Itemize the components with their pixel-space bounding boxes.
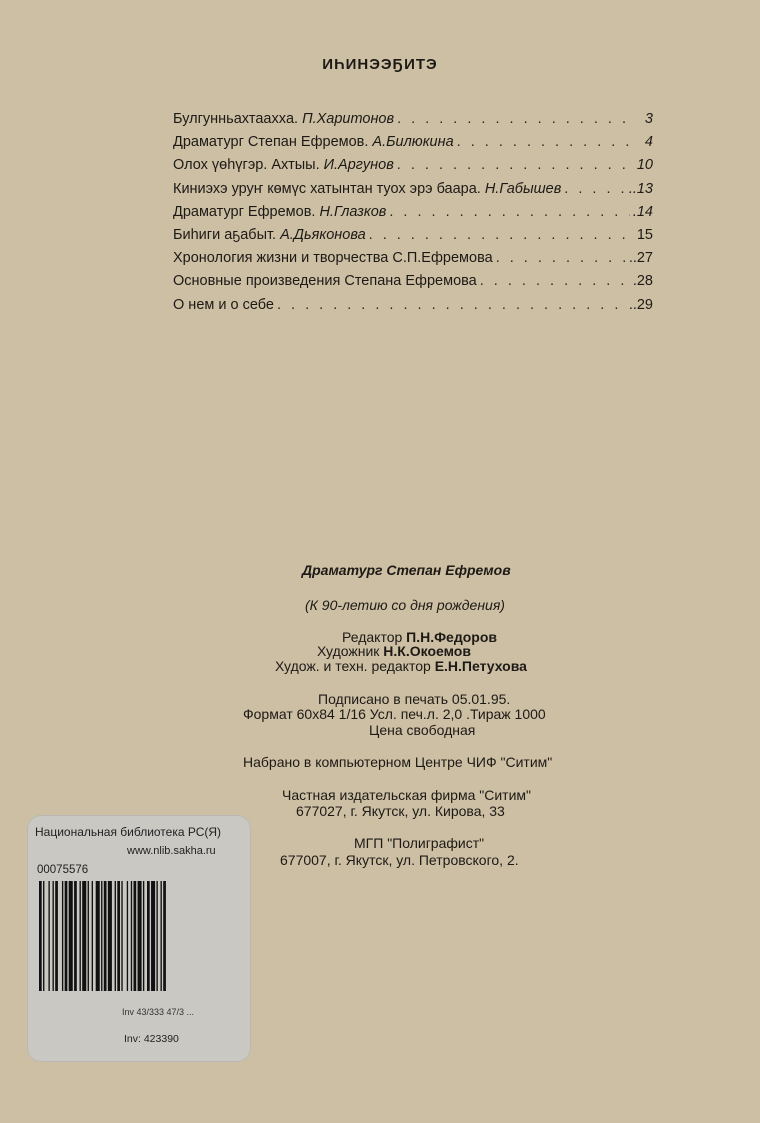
tech-editor-label: Худож. и техн. редактор xyxy=(275,658,431,674)
library-sticker xyxy=(27,815,251,1062)
toc-entry-page: ..13 xyxy=(628,180,653,197)
toc-entry-title: Булгунньахтааххa. xyxy=(173,111,299,127)
toc-leader-dots xyxy=(397,154,632,177)
toc-entry-author: А.Дьяконова xyxy=(280,226,366,243)
inventory-number: Inv: 423390 xyxy=(124,1033,179,1045)
tech-editor-name: Е.Н.Петухова xyxy=(434,658,527,674)
toc-entry xyxy=(173,294,653,317)
tech-editor-line xyxy=(275,658,527,674)
barcode-icon xyxy=(39,881,239,991)
editor-name: П.Н.Федоров xyxy=(406,629,497,645)
book-subtitle: (К 90-летию со дня рождения) xyxy=(305,597,505,613)
toc-entry-page: .28 xyxy=(632,273,653,290)
toc-entry-title: Киниэхэ уруҥ көмүс хатынтан туох эрэ баара. xyxy=(173,180,481,197)
toc-entry-title: Основные произведения Степана Ефремова xyxy=(173,273,477,290)
toc-entry-title: Хронология жизни и творчества С.П.Ефремова xyxy=(173,250,493,267)
toc-entry-title: Биһиги аҕабыт. xyxy=(173,226,277,243)
library-name: Национальная библиотека РС(Я) xyxy=(35,825,222,839)
toc-entry-author: Н.Габышев xyxy=(484,180,562,197)
barcode-caption: Inv 43/333 47/3 ... xyxy=(122,1007,195,1017)
library-site: www.nlib.sakha.ru xyxy=(127,845,216,857)
toc-entry-page: .14 xyxy=(632,203,653,220)
printer: МГП "Полиграфист" xyxy=(354,835,485,851)
toc-entry xyxy=(173,154,653,177)
toc-leader-dots xyxy=(564,178,626,201)
toc-entry-page: ..27 xyxy=(628,250,653,267)
toc-leader-dots xyxy=(480,270,630,293)
toc-entry xyxy=(173,131,653,154)
price: Цена свободная xyxy=(369,722,476,738)
toc-entry xyxy=(173,178,653,201)
toc-entry-page: 4 xyxy=(644,134,653,151)
publisher: Частная издательская фирма "Ситим" xyxy=(282,787,531,803)
toc-entry-author: П.Харитонов xyxy=(302,111,395,127)
toc-entry-author: Н.Глазков xyxy=(319,203,387,220)
printer-address: 677007, г. Якутск, ул. Петровского, 2. xyxy=(280,852,519,868)
toc-leader-dots xyxy=(397,108,632,131)
toc-entry xyxy=(173,247,653,270)
toc-entry-page: 15 xyxy=(636,226,653,243)
toc-leader-dots xyxy=(457,131,632,154)
toc-entry xyxy=(173,270,653,293)
toc-entry-page: ..29 xyxy=(628,296,653,313)
book-title: Драматург Степан Ефремов xyxy=(302,562,511,578)
toc-entry xyxy=(173,224,653,247)
toc-entry-page: 3 xyxy=(644,111,653,127)
print-format: Формат 60х84 1/16 Усл. печ.л. 2,0 .Тираж 1000 xyxy=(243,706,546,722)
toc-entry xyxy=(173,108,653,131)
toc-entry-title: Олох үөһүгэр. Ахтыы. xyxy=(173,157,320,174)
toc-leader-dots xyxy=(496,247,626,270)
artist-name: Н.К.Окоемов xyxy=(383,643,471,659)
editor-label: Редактор xyxy=(342,629,403,645)
artist-label: Художник xyxy=(317,643,380,659)
table-of-contents xyxy=(173,108,653,317)
toc-entry-author: А.Билюкина xyxy=(372,134,454,151)
toc-leader-dots xyxy=(369,224,632,247)
toc-heading: ИҺИНЭЭҔИТЭ xyxy=(322,56,438,73)
toc-entry-page: 10 xyxy=(636,157,653,174)
toc-leader-dots xyxy=(389,201,629,224)
toc-entry xyxy=(173,201,653,224)
publisher-address: 677027, г. Якутск, ул. Кирова, 33 xyxy=(296,803,505,819)
toc-entry-author: И.Аргунов xyxy=(323,157,394,174)
toc-leader-dots xyxy=(277,294,626,317)
typeset-info: Набрано в компьютерном Центре ЧИФ "Ситим" xyxy=(243,754,553,770)
library-code: 00075576 xyxy=(37,864,89,876)
signed-to-print: Подписано в печать 05.01.95. xyxy=(318,691,511,707)
toc-entry-title: Драматург Степан Ефремов. xyxy=(173,134,369,151)
toc-entry-title: Драматург Ефремов. xyxy=(173,203,316,220)
toc-entry-title: О нем и о себе xyxy=(173,296,274,313)
artist-line xyxy=(317,643,471,659)
